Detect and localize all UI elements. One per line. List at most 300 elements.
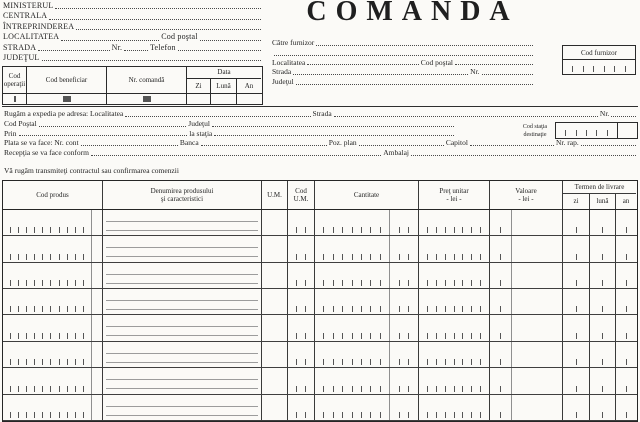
zi-tick <box>563 263 589 288</box>
cod-statia-line2: destinaţie <box>523 131 547 138</box>
writing-line <box>106 247 258 248</box>
dotted-leader <box>49 19 261 20</box>
dotted-leader <box>274 55 533 56</box>
writing-line <box>106 326 258 327</box>
cod-produs-label: Cod produs <box>36 190 69 199</box>
products-table-body <box>3 210 637 421</box>
cell-cod-produs <box>3 395 103 420</box>
pret-digit-ticks <box>419 210 489 235</box>
form-title: COMANDA <box>306 0 519 27</box>
cell-um <box>262 236 288 261</box>
cell-pret-unitar <box>419 315 490 340</box>
cell-termen-luna <box>590 342 616 367</box>
section-divider-line <box>2 106 638 107</box>
pret-digit-ticks <box>419 263 489 288</box>
dotted-leader <box>200 40 261 41</box>
cell-pret-unitar <box>419 236 490 261</box>
zi-tick <box>563 315 589 340</box>
luna-tick <box>590 289 615 314</box>
supplier-strada-label: Strada <box>272 67 292 77</box>
supplier-row-catre <box>272 38 535 48</box>
writing-line <box>106 309 258 310</box>
cell-pret-unitar <box>419 263 490 288</box>
cod-produs-digit-ticks <box>3 289 91 314</box>
ambalaj-label: Ambalaj <box>383 148 410 158</box>
cell-cantitate <box>315 210 419 235</box>
ship-row-adresa <box>4 109 638 119</box>
cantitate-decimal-ticks <box>389 236 418 261</box>
cod-um-line2: U.M. <box>293 194 309 203</box>
la-statia-label: la staţia <box>189 128 213 138</box>
cod-produs-strip <box>91 263 102 288</box>
cantitate-decimal-ticks <box>389 210 418 235</box>
cod-produs-strip <box>91 342 102 367</box>
valoare-blank-area <box>512 368 562 393</box>
um-label: U.M. <box>267 190 282 199</box>
expedia-label: Rugăm a expedia pe adresa: Localitatea <box>4 109 124 118</box>
cell-um <box>262 315 288 340</box>
zi-tick <box>563 342 589 367</box>
supplier-block <box>272 38 535 87</box>
an-tick <box>616 395 636 420</box>
issuer-row-strada <box>3 43 263 53</box>
header-termen-livrare <box>563 181 636 209</box>
an-entry-cell <box>237 94 261 104</box>
supplier-judetul-label: Judeţul <box>272 77 294 87</box>
intreprinderea-label: ÎNTREPRINDEREA <box>3 21 75 31</box>
cell-cod-um <box>288 315 315 340</box>
zi-tick <box>563 395 589 420</box>
cell-valoare <box>490 368 563 393</box>
cantitate-digit-ticks <box>315 263 389 288</box>
valoare-decimal-ticks <box>490 289 512 314</box>
cell-termen-luna <box>590 395 616 420</box>
denumire-line1: Denumirea produsului <box>150 186 214 195</box>
cod-produs-strip <box>91 289 102 314</box>
pret-digit-ticks <box>419 342 489 367</box>
cell-pret-unitar <box>419 210 490 235</box>
cantitate-digit-ticks <box>315 315 389 340</box>
cell-denumire <box>103 289 262 314</box>
cell-termen-zi <box>563 289 590 314</box>
an-tick <box>616 289 636 314</box>
cantitate-label: Cantitate <box>353 190 380 199</box>
an-tick <box>616 210 636 235</box>
cell-termen-luna <box>590 289 616 314</box>
cell-termen-zi <box>563 395 590 420</box>
data-label: Data <box>187 67 261 79</box>
cell-cod-produs <box>3 315 103 340</box>
dotted-leader <box>91 155 381 156</box>
luna-tick <box>590 263 615 288</box>
cod-beneficiar-digit-ticks <box>27 94 107 104</box>
cell-termen-zi <box>563 210 590 235</box>
cell-denumire <box>103 342 262 367</box>
writing-line <box>106 274 258 275</box>
contract-note: Vă rugăm transmiteţi contractul sau confirmarea comenzii <box>4 166 179 175</box>
cell-pret-unitar <box>419 342 490 367</box>
valoare-blank-area <box>512 210 562 235</box>
cod-statia-box <box>555 122 638 139</box>
cell-cod-produs <box>3 342 103 367</box>
cell-cantitate <box>315 263 419 288</box>
dotted-leader <box>81 145 178 146</box>
header-pret-unitar <box>419 181 490 209</box>
cantitate-digit-ticks <box>315 342 389 367</box>
cod-produs-strip <box>91 395 102 420</box>
issuer-row-localitatea <box>3 32 263 42</box>
dotted-leader <box>581 145 636 146</box>
luna-tick <box>590 368 615 393</box>
judetul-label: JUDEŢUL <box>3 52 40 62</box>
cod-produs-digit-ticks <box>3 263 91 288</box>
termen-luna-label: lună <box>590 194 616 209</box>
cell-um <box>262 263 288 288</box>
cantitate-decimal-ticks <box>389 289 418 314</box>
cod-produs-digit-ticks <box>3 368 91 393</box>
termen-zi-label: zi <box>563 194 590 209</box>
capitol-label: Capitol <box>445 138 468 148</box>
dotted-leader <box>482 74 533 75</box>
cell-cod-produs <box>3 236 103 261</box>
cod-statia-line1: Cod staţia <box>522 124 548 130</box>
cod-beneficiar-header <box>27 67 107 93</box>
cantitate-decimal-ticks <box>389 315 418 340</box>
dotted-leader <box>293 74 468 75</box>
valoare-decimal-ticks <box>490 236 512 261</box>
valoare-blank-area <box>512 236 562 261</box>
zi-label: Zi <box>187 79 211 93</box>
valoare-blank-area <box>512 289 562 314</box>
cell-termen-luna <box>590 263 616 288</box>
writing-line <box>106 388 258 389</box>
dotted-leader <box>611 116 636 117</box>
pret-digit-ticks <box>419 236 489 261</box>
valoare-decimal-ticks <box>490 368 512 393</box>
cod-operatii-line2: operaţii <box>3 80 26 88</box>
termen-subheader <box>563 194 636 209</box>
cell-cod-um <box>288 263 315 288</box>
cell-cod-um <box>288 210 315 235</box>
cod-produs-digit-ticks <box>3 210 91 235</box>
product-table-row <box>3 236 637 262</box>
cell-termen-an <box>616 315 636 340</box>
valoare-line2: - lei - <box>518 194 534 203</box>
an-tick <box>616 263 636 288</box>
cell-denumire <box>103 236 262 261</box>
cell-cod-um <box>288 342 315 367</box>
cell-pret-unitar <box>419 368 490 393</box>
cod-produs-digit-ticks <box>3 342 91 367</box>
zi-entry-cell <box>187 94 211 104</box>
cell-termen-zi <box>563 342 590 367</box>
dotted-leader <box>334 116 598 117</box>
cell-cod-um <box>288 395 315 420</box>
luna-label: Lună <box>211 79 237 93</box>
valoare-decimal-ticks <box>490 210 512 235</box>
cell-denumire <box>103 395 262 420</box>
an-tick <box>616 368 636 393</box>
writing-line <box>106 415 258 416</box>
dotted-leader <box>359 145 444 146</box>
issuer-row-centrala <box>3 11 263 21</box>
cell-um <box>262 289 288 314</box>
luna-tick <box>590 315 615 340</box>
poz-plan-label: Poz. plan <box>328 138 357 148</box>
cantitate-decimal-ticks <box>389 368 418 393</box>
nr-label: Nr. <box>111 42 123 52</box>
cod-operatii-header <box>3 67 27 93</box>
dotted-leader <box>124 50 148 51</box>
cell-denumire <box>103 210 262 235</box>
dotted-leader <box>39 126 187 127</box>
pret-digit-ticks <box>419 368 489 393</box>
valoare-line1: Valoare <box>515 186 537 195</box>
issuer-row-judetul <box>3 53 263 63</box>
cell-cod-um <box>288 236 315 261</box>
cantitate-digit-ticks <box>315 368 389 393</box>
luna-entry-cell <box>211 94 237 104</box>
cell-um <box>262 210 288 235</box>
supplier-localitatea-label: Localitatea <box>272 57 306 67</box>
cod-statia-digit-ticks <box>556 123 617 138</box>
writing-line <box>106 362 258 363</box>
cell-cod-produs <box>3 368 103 393</box>
cod-produs-strip <box>91 210 102 235</box>
dotted-leader <box>214 135 454 136</box>
cell-termen-an <box>616 342 636 367</box>
ship-nr-label: Nr. <box>599 109 610 118</box>
luna-tick <box>590 236 615 261</box>
cod-um-digit-ticks <box>288 263 314 288</box>
header-denumire <box>103 181 262 209</box>
luna-tick <box>590 210 615 235</box>
data-subheader <box>187 79 261 93</box>
valoare-decimal-ticks <box>490 315 512 340</box>
dotted-leader <box>38 50 109 51</box>
supplier-row-judetul <box>272 77 535 87</box>
cell-denumire <box>103 368 262 393</box>
cell-cantitate <box>315 342 419 367</box>
cell-cod-produs <box>3 289 103 314</box>
an-tick <box>616 315 636 340</box>
ship-row-codpostal <box>4 119 456 129</box>
valoare-blank-area <box>512 263 562 288</box>
cod-statia-end-cell <box>617 123 637 138</box>
cantitate-decimal-ticks <box>389 395 418 420</box>
telefon-label: Telefon <box>150 42 176 52</box>
cod-furnizor-digit-ticks <box>563 60 635 74</box>
pret-digit-ticks <box>419 289 489 314</box>
valoare-decimal-ticks <box>490 342 512 367</box>
pret-digit-ticks <box>419 395 489 420</box>
cell-termen-an <box>616 368 636 393</box>
header-cod-um <box>288 181 315 209</box>
cell-termen-an <box>616 395 636 420</box>
header-valoare <box>490 181 563 209</box>
issuer-row-intreprinderea <box>3 22 263 32</box>
ship-row-prin <box>4 129 456 139</box>
cod-statia-label <box>516 124 554 139</box>
dotted-leader <box>212 126 454 127</box>
dotted-leader <box>61 40 159 41</box>
order-info-entry-row <box>3 94 262 104</box>
dotted-leader <box>178 50 261 51</box>
cell-um <box>262 395 288 420</box>
dotted-leader <box>411 155 636 156</box>
dotted-leader <box>201 145 327 146</box>
cantitate-decimal-ticks <box>389 342 418 367</box>
writing-line <box>106 230 258 231</box>
cod-um-line1: Cod <box>295 186 307 195</box>
centrala-label: CENTRALA <box>3 11 48 21</box>
order-info-table <box>2 66 263 105</box>
supplier-row-dots <box>272 48 535 58</box>
cod-um-digit-ticks <box>288 395 314 420</box>
cell-denumire <box>103 315 262 340</box>
plata-label: Plata se va face: Nr. cont <box>4 138 79 148</box>
zi-tick <box>563 368 589 393</box>
nr-rap-label: Nr. rap. <box>556 138 579 148</box>
cod-produs-digit-ticks <box>3 395 91 420</box>
cell-termen-luna <box>590 210 616 235</box>
nr-comanda-label: Nr. comandă <box>128 75 165 84</box>
product-table-row <box>3 263 637 289</box>
writing-line <box>106 256 258 257</box>
product-table-row <box>3 210 637 236</box>
cod-operatii-line1: Cod <box>8 71 21 80</box>
cell-cantitate <box>315 289 419 314</box>
data-header <box>187 67 261 93</box>
zi-tick <box>563 289 589 314</box>
product-table-row <box>3 289 637 315</box>
ship-strada-label: Strada <box>312 109 332 118</box>
localitatea-label: LOCALITATEA <box>3 32 60 42</box>
products-table-header <box>3 181 637 210</box>
cell-valoare <box>490 263 563 288</box>
cod-furnizor-label: Cod furnizor <box>563 46 635 60</box>
supplier-cod-postal-label: Cod poştal <box>420 57 454 67</box>
cod-produs-strip <box>91 368 102 393</box>
an-tick <box>616 342 636 367</box>
nr-comanda-header <box>107 67 187 93</box>
cell-termen-zi <box>563 236 590 261</box>
strada-label: STRADA <box>3 42 37 52</box>
cell-cantitate <box>315 236 419 261</box>
pret-digit-ticks <box>419 315 489 340</box>
supplier-row-localitatea <box>272 58 535 68</box>
product-table-row <box>3 342 637 368</box>
cell-denumire <box>103 263 262 288</box>
cell-termen-zi <box>563 263 590 288</box>
valoare-blank-area <box>512 395 562 420</box>
dotted-leader <box>125 116 310 117</box>
cell-valoare <box>490 210 563 235</box>
cod-um-digit-ticks <box>288 342 314 367</box>
cell-cod-produs <box>3 210 103 235</box>
dotted-leader <box>55 8 261 9</box>
valoare-blank-area <box>512 342 562 367</box>
pret-line1: Preţ unitar <box>439 186 469 195</box>
cod-produs-digit-ticks <box>3 236 91 261</box>
cantitate-digit-ticks <box>315 395 389 420</box>
cell-cantitate <box>315 368 419 393</box>
pret-line2: - lei - <box>446 194 462 203</box>
cod-um-digit-ticks <box>288 368 314 393</box>
header-cantitate <box>315 181 419 209</box>
banca-label: Banca <box>179 138 199 148</box>
supplier-nr-label: Nr. <box>470 67 480 77</box>
cod-produs-digit-ticks <box>3 315 91 340</box>
dotted-leader <box>307 64 418 65</box>
dotted-leader <box>19 135 188 136</box>
cell-termen-luna <box>590 315 616 340</box>
termen-label: Termen de livrare <box>563 181 636 194</box>
products-table <box>2 180 638 422</box>
data-entry-cells <box>187 94 261 104</box>
ship-row-plata <box>4 138 638 148</box>
writing-line <box>106 335 258 336</box>
zi-tick <box>563 210 589 235</box>
product-table-row <box>3 395 637 421</box>
prin-label: Prin <box>4 128 17 138</box>
cell-valoare <box>490 342 563 367</box>
valoare-blank-area <box>512 315 562 340</box>
cell-valoare <box>490 289 563 314</box>
dotted-leader <box>296 84 533 85</box>
writing-line <box>106 379 258 380</box>
valoare-decimal-ticks <box>490 263 512 288</box>
cell-pret-unitar <box>419 395 490 420</box>
issuer-row-ministerul <box>3 1 263 11</box>
cod-produs-strip <box>91 315 102 340</box>
luna-tick <box>590 395 615 420</box>
ministerul-label: MINISTERUL <box>3 1 54 10</box>
cell-um <box>262 342 288 367</box>
valoare-decimal-ticks <box>490 395 512 420</box>
writing-line <box>106 353 258 354</box>
dotted-leader <box>316 45 533 46</box>
cell-termen-an <box>616 210 636 235</box>
termen-an-label: an <box>622 197 630 206</box>
an-label: An <box>244 81 254 90</box>
cell-cantitate <box>315 395 419 420</box>
cell-valoare <box>490 236 563 261</box>
cod-um-digit-ticks <box>288 210 314 235</box>
ship-row-receptia <box>4 148 638 158</box>
cell-termen-zi <box>563 368 590 393</box>
cell-termen-an <box>616 289 636 314</box>
ship-judetul-label: Judeţul <box>188 118 210 128</box>
dotted-leader <box>455 64 533 65</box>
cod-beneficiar-label: Cod beneficiar <box>45 75 88 84</box>
cod-operatii-digit-ticks <box>3 94 27 104</box>
ship-cod-postal-label: Cod Poştal <box>4 118 37 128</box>
writing-line <box>106 406 258 407</box>
cantitate-digit-ticks <box>315 236 389 261</box>
denumire-line2: şi caracteristici <box>160 194 204 203</box>
cell-valoare <box>490 315 563 340</box>
cantitate-digit-ticks <box>315 289 389 314</box>
cantitate-digit-ticks <box>315 210 389 235</box>
cell-termen-an <box>616 263 636 288</box>
supplier-row-strada <box>272 67 535 77</box>
header-um <box>262 181 288 209</box>
cell-termen-luna <box>590 368 616 393</box>
cod-um-digit-ticks <box>288 236 314 261</box>
cell-um <box>262 368 288 393</box>
receptia-label: Recepţia se va face conform <box>4 148 89 158</box>
